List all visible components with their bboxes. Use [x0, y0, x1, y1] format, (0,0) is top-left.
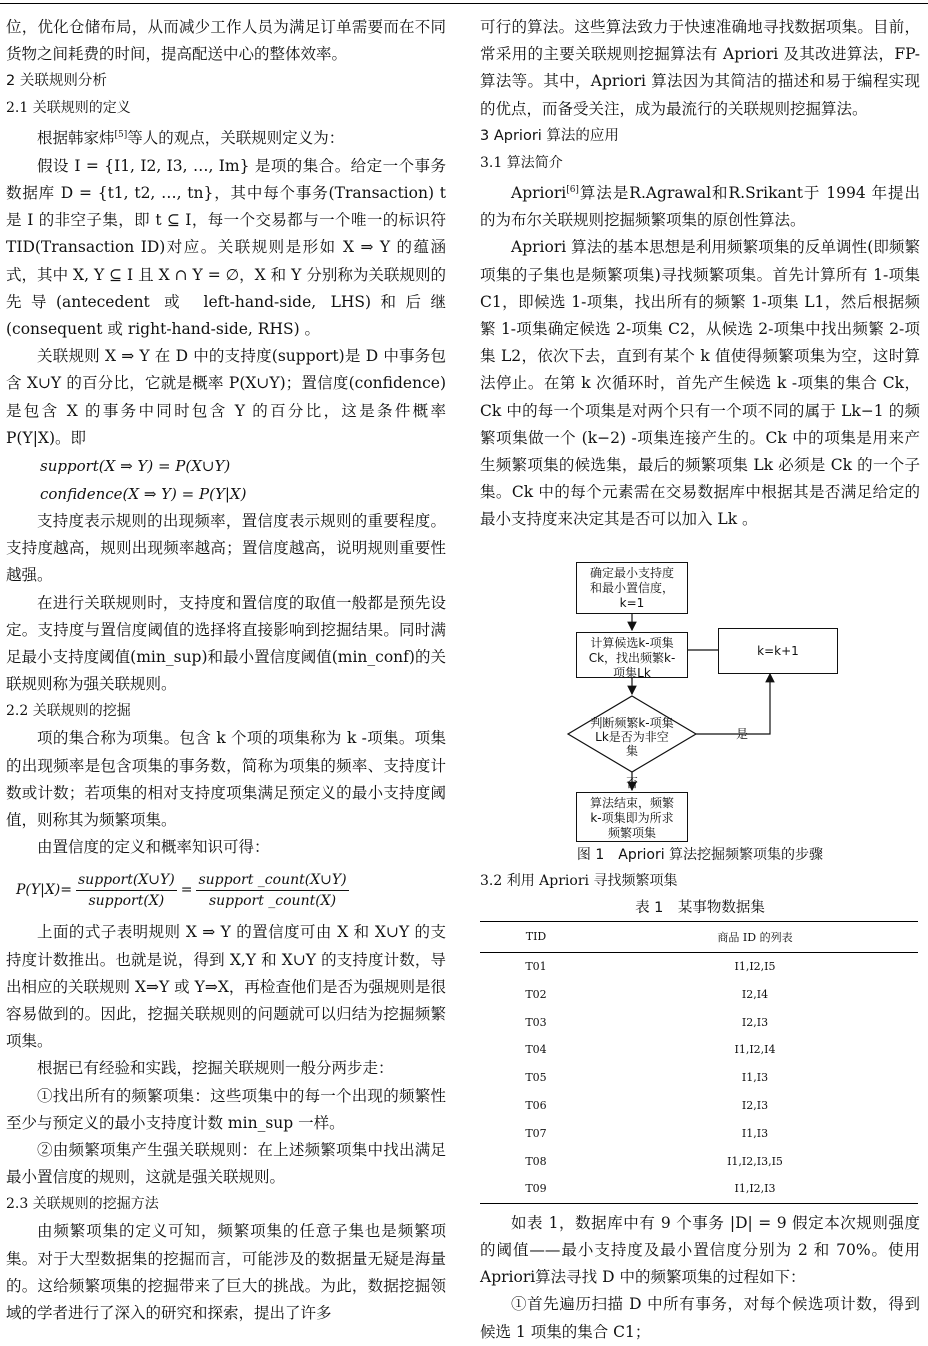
- fraction: [196, 870, 348, 911]
- paragraph: [480, 177, 920, 235]
- flow-step-end: 算法结束，频繁k-项集即为所求频繁项集: [576, 792, 688, 842]
- table-row: [480, 1092, 918, 1120]
- paragraph: [6, 122, 446, 152]
- table-row: [480, 952, 918, 980]
- table-row: [480, 1008, 918, 1036]
- transaction-table: [480, 921, 918, 1204]
- equals-sign: =: [180, 882, 193, 899]
- column-header-items: 商品 ID 的列表: [592, 921, 918, 952]
- paragraph: Apriori 算法的基本思想是利用频繁项集的反单调性(即频繁项集的子集也是频繁项集)寻找频繁项集。首先计算所有 1-项集 C1，即候选 1-项集，找出所有的频繁 1-项集 L1，然后根据频繁 1-项集确定候选 2-项集 C2，从候选 2-项集中找出频繁 2-项集 L2，依次下去，直到有某个 k 值使得频繁项集为空，这时算法停止。在第 k 次循环时，首先产生候选 k -项集的集合 Ck，Ck 中的每一个项集是对两个只有一个项不同的属于 Lk−1 的频繁项集做一个 (k−2) -项集连接产生的。Ck 中的项集是用来产生频繁项集的候选集，最后的频繁项集 Lk 必须是 Ck 的一个子集。Ck 中的每个元素需在交易数据库中根据其是否满足给定的最小支持度来决定其是否可以加入 Lk 。: [480, 238, 920, 529]
- cell-items: I2,I4: [741, 987, 769, 1001]
- formula-confidence: confidence(X ⇒ Y) = P(Y|X): [40, 485, 247, 503]
- paragraph: 项的集合称为项集。包含 k 个项的项集称为 k -项集。项集的出现频率是包含项集的事务数，简称为项集的频率、支持度计数或计数；若项集的相对支持度项集满足预定义的最小支持度阈值，则称其为频繁项集。: [6, 729, 446, 830]
- formula-lhs: P(Y|X)=: [16, 882, 72, 899]
- table-title: 表 1 某事物数据集: [635, 899, 765, 916]
- cell-tid: T08: [525, 1154, 547, 1168]
- section-heading-2-3: 2.3 关联规则的挖掘方法: [6, 1196, 159, 1213]
- paragraph: 如表 1，数据库中有 9 个事务 |D| = 9 假定本次规则强度的阈值——最小支持度及最小置信度分别为 2 和 70%。使用 Apriori算法寻找 D 中的频繁项集的过程如下：: [480, 1213, 920, 1287]
- flow-no-label: 否: [626, 775, 639, 790]
- section-heading-3: 3 Apriori 算法的应用: [480, 127, 619, 144]
- table-row: [480, 1175, 918, 1203]
- cell-tid: T07: [525, 1126, 547, 1140]
- table-row: [480, 1119, 918, 1147]
- flowchart: [480, 542, 920, 842]
- cell-items: I1,I3: [741, 1071, 769, 1085]
- column-header-tid: TID: [480, 921, 592, 952]
- fraction: [76, 870, 177, 911]
- cell-tid: T01: [525, 960, 547, 973]
- cell-tid: T02: [525, 987, 547, 1001]
- left-column: [6, 14, 446, 1327]
- cell-tid: T09: [480, 1175, 592, 1203]
- paragraph: ①找出所有的频繁项集：这些项集中的每一个出现的频繁性至少与预定义的最小支持度计数 min_sup 一样。: [6, 1086, 446, 1132]
- figure-caption: 图 1 Apriori 算法挖掘频繁项集的步骤: [576, 846, 824, 863]
- paragraph: 关联规则 X ⇒ Y 在 D 中的支持度(support)是 D 中事务包含 X∪Y 的百分比，它就是概率 P(X∪Y)；置信度(confidence)是包含 X 的事务中同时包含 Y 的百分比，这是条件概率 P(Y|X)。即: [6, 347, 446, 447]
- paragraph: 由频繁项集的定义可知，频繁项集的任意子集也是频繁项集。对于大型数据集的挖掘而言，可能涉及的数据量无疑是海量的。这给频繁项集的挖掘带来了巨大的挑战。为此，数据挖掘领域的学者进行了深入的研究和探索，提出了许多: [6, 1222, 446, 1323]
- denominator: support _count(X): [208, 892, 337, 909]
- formula-confidence-expansion: [16, 865, 446, 915]
- paragraph: 上面的式子表明规则 X ⇒ Y 的置信度可由 X 和 X∪Y 的支持度计数推出。也就是说，得到 X,Y 和 X∪Y 的支持度计数，导出相应的关联规则 X⇒Y 或 Y⇒X，再检查他们是否为强规则是很容易做到的。因此，挖掘关联规则的问题就可以归结为挖掘频繁项集。: [6, 923, 446, 1051]
- text: 等人的观点，关联规则定义为：: [127, 129, 345, 148]
- paragraph: 根据已有经验和实践，挖掘关联规则一般分两步走：: [37, 1059, 394, 1078]
- paragraph: ①首先遍历扫描 D 中所有事务，对每个候选项计数，得到候选 1 项集的集合 C1；: [480, 1295, 920, 1341]
- section-heading-3-2: 3.2 利用 Apriori 寻找频繁项集: [480, 872, 678, 889]
- paragraph: ②由频繁项集产生强关联规则：在上述频繁项集中找出满足最小置信度的规则，这就是强关联规则。: [6, 1141, 446, 1187]
- cell-tid: T04: [525, 1043, 547, 1057]
- table-row: [480, 980, 918, 1008]
- cell-items: I2,I3: [741, 1015, 769, 1029]
- paragraph: 可行的算法。这些算法致力于快速准确地寻找数据项集。目前，常采用的主要关联规则挖掘算法有 Apriori 及其改进算法，FP-算法等。其中，Apriori 算法因为其简洁的描述和易于编程实现的优点，而备受关注，成为最流行的关联规则挖掘算法。: [480, 18, 920, 118]
- cell-items: I1,I2,I3: [592, 1175, 918, 1203]
- paragraph: 支持度表示规则的出现频率，置信度表示规则的重要程度。支持度越高，规则出现频率越高；置信度越高，说明规则重要性越强。: [6, 512, 446, 585]
- flow-step-compute: 计算候选k-项集Ck，找出频繁k-项集Lk: [576, 632, 688, 678]
- text: Apriori: [511, 183, 567, 202]
- denominator: support(X): [88, 892, 165, 909]
- paragraph: 位，优化仓储布局，从而减少工作人员为满足订单需要而在不同货物之间耗费的时间，提高配送中心的整体效率。: [6, 18, 446, 64]
- cell-items: I1,I2,I3,I5: [727, 1154, 783, 1168]
- cell-tid: T06: [525, 1098, 547, 1112]
- citation: [6]: [566, 184, 579, 195]
- cell-items: I1,I2,I4: [734, 1043, 776, 1057]
- table-row: [480, 1147, 918, 1175]
- paragraph: 由置信度的定义和概率知识可得：: [37, 838, 270, 857]
- table-row: [480, 1064, 918, 1092]
- flow-yes-label: 是: [736, 726, 749, 741]
- citation: [5]: [114, 130, 128, 141]
- cell-tid: T03: [525, 1015, 547, 1029]
- cell-items: I1,I3: [741, 1126, 769, 1140]
- section-heading-3-1: 3.1 算法简介: [480, 154, 563, 171]
- paragraph: 假设 I = {I1, I2, I3, …, Im} 是项的集合。给定一个事务数据库 D = {t1, t2, …, tn}，其中每个事务(Transaction) t 是 I 的非空子集，即 t ⊆ I，每一个交易都与一个唯一的标识符 TID(Transaction ID)对应。关联规则是形如 X ⇒ Y 的蕴涵式，其中 X, Y ⊆ I 且 X ∩ Y = ∅，X 和 Y 分别称为关联规则的先导(antecedent 或 left-hand-side, LHS)和后继(consequent 或 right-hand-side, RHS) 。: [6, 156, 446, 338]
- right-column: [480, 14, 920, 1346]
- cell-items: I2,I3: [741, 1098, 769, 1112]
- table-header-row: [480, 921, 918, 952]
- formula-support: support(X ⇒ Y) = P(X∪Y): [40, 457, 231, 475]
- paragraph: 在进行关联规则时，支持度和置信度的取值一般都是预先设定。支持度与置信度阈值的选择将直接影响到挖掘结果。同时满足最小支持度阈值(min_sup)和最小置信度阈值(min_conf)的关联规则称为强关联规则。: [6, 593, 446, 694]
- section-heading-2-2: 2.2 关联规则的挖掘: [6, 703, 131, 720]
- section-heading-2: 2 关联规则分析: [6, 73, 107, 90]
- flow-decision-label: 判断频繁k-项集Lk是否为非空集: [590, 715, 674, 758]
- section-heading-2-1: 2.1 关联规则的定义: [6, 100, 131, 117]
- arrow-yes: [696, 674, 770, 734]
- text: 根据韩家炜: [37, 129, 115, 148]
- numerator: support(X∪Y): [76, 870, 177, 891]
- flow-step-init: 确定最小支持度和最小置信度，k=1: [576, 562, 688, 614]
- table-row: [480, 1036, 918, 1064]
- numerator: support _count(X∪Y): [196, 870, 348, 891]
- flow-step-increment: k=k+1: [718, 628, 838, 674]
- flowchart-connectors: [480, 542, 920, 842]
- header-rule: [0, 3, 928, 4]
- cell-tid: T05: [525, 1071, 547, 1085]
- cell-items: I1,I2,I5: [734, 960, 776, 973]
- text: 算法是R.Agrawal和R.Srikant于 1994 年提出的为布尔关联规则挖掘频繁项集的原创性算法。: [480, 183, 920, 230]
